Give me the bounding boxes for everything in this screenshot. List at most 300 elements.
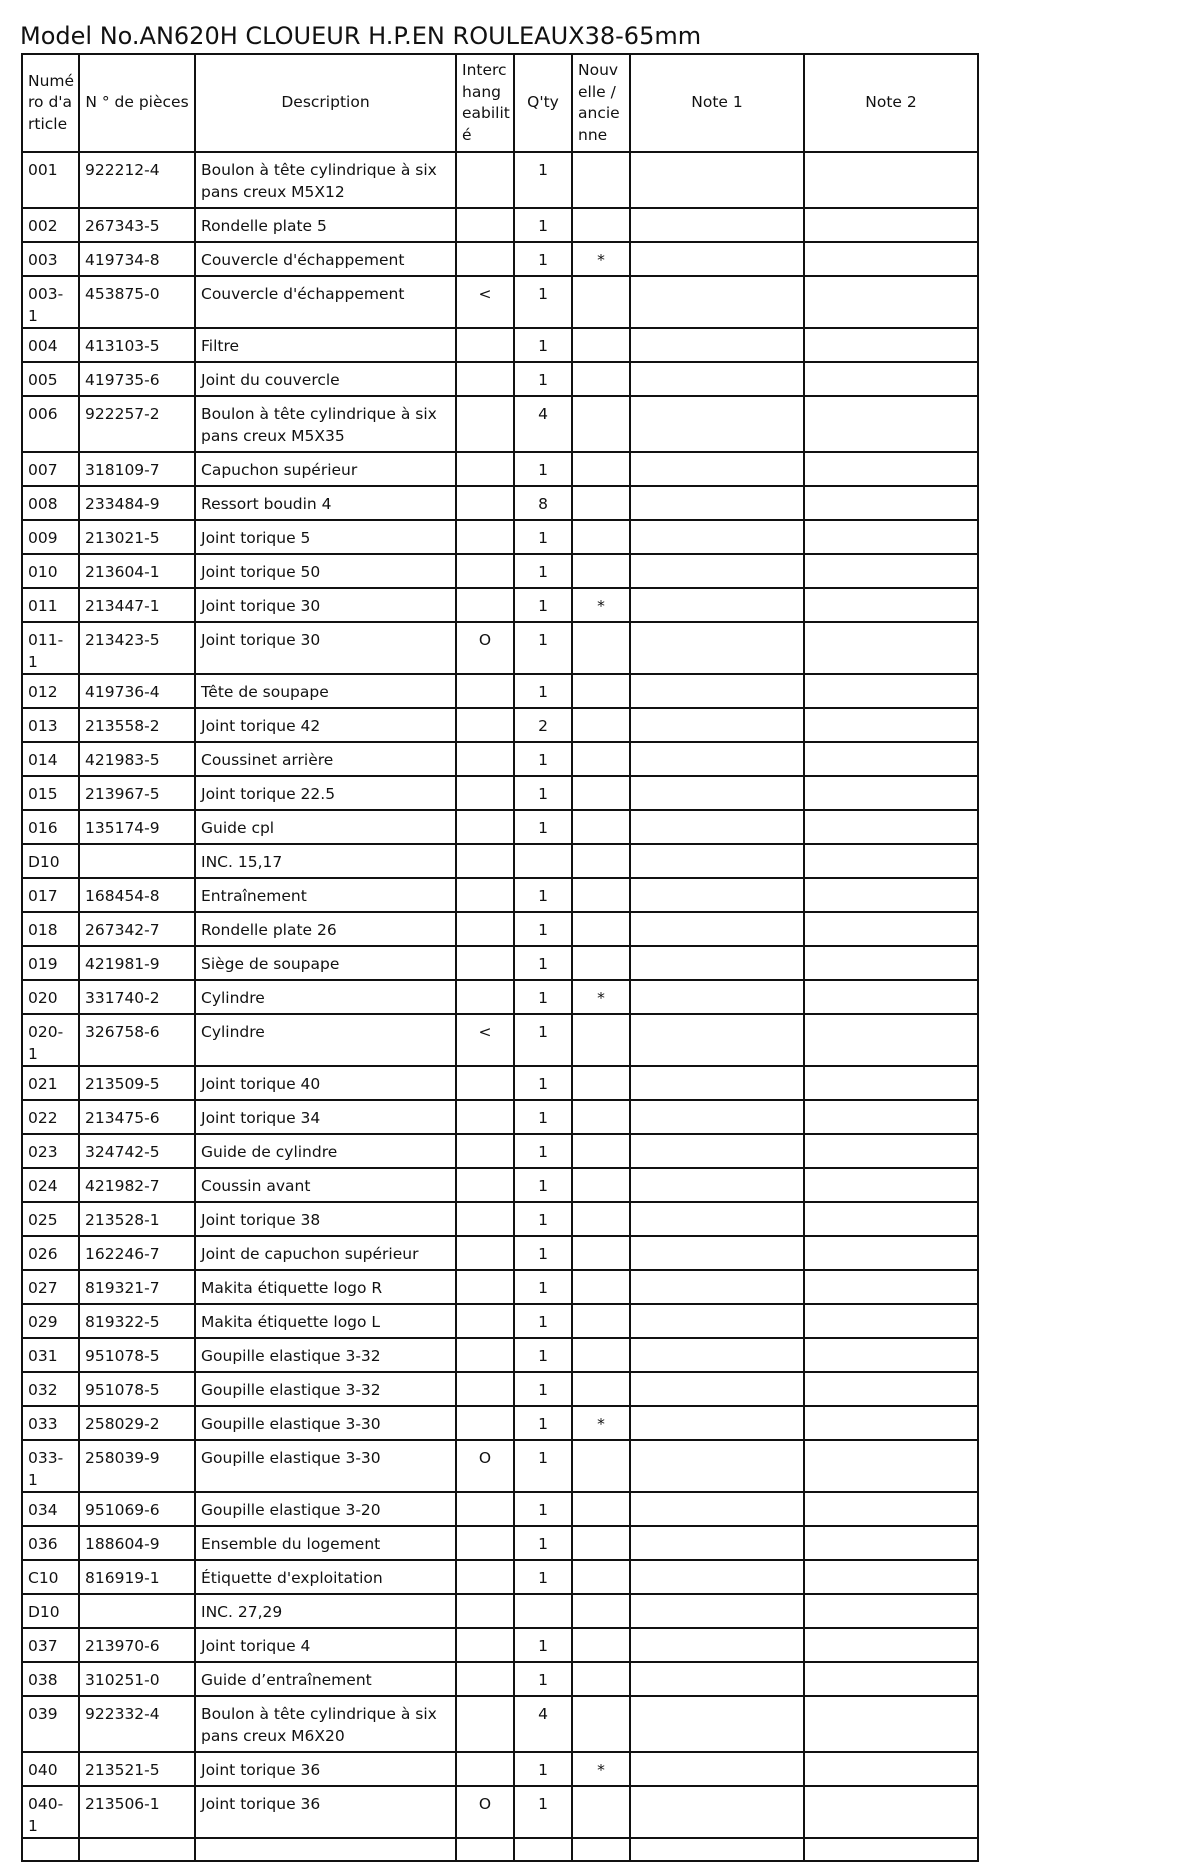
note1-cell [630, 1594, 804, 1628]
description-cell: INC. 15,17 [195, 844, 456, 878]
item-no-cell: 003 [22, 242, 79, 276]
description-cell: Joint du couvercle [195, 362, 456, 396]
new-old-cell [572, 1304, 630, 1338]
part-no-cell: 421983-5 [79, 742, 195, 776]
item-no-cell: 012 [22, 674, 79, 708]
new-old-cell: * [572, 242, 630, 276]
note1-cell [630, 912, 804, 946]
note1-cell [630, 152, 804, 208]
empty-cell [514, 1838, 572, 1861]
interchangeability-cell [456, 1168, 514, 1202]
part-no-cell: 213521-5 [79, 1752, 195, 1786]
description-cell: Joint torique 38 [195, 1202, 456, 1236]
note2-cell [804, 1628, 978, 1662]
table-row [22, 912, 978, 946]
item-no-cell: 040 [22, 1752, 79, 1786]
description-cell: Goupille elastique 3-20 [195, 1492, 456, 1526]
interchangeability-cell [456, 1134, 514, 1168]
note2-cell [804, 588, 978, 622]
new-old-cell [572, 776, 630, 810]
description-cell: Ensemble du logement [195, 1526, 456, 1560]
note1-cell [630, 878, 804, 912]
note1-cell [630, 810, 804, 844]
table-row [22, 1492, 978, 1526]
item-no-cell: 011-1 [22, 622, 79, 674]
interchangeability-cell [456, 742, 514, 776]
item-no-cell: 003-1 [22, 276, 79, 328]
item-no-cell: 024 [22, 1168, 79, 1202]
note1-cell [630, 486, 804, 520]
description-cell: Rondelle plate 26 [195, 912, 456, 946]
table-row [22, 1752, 978, 1786]
table-row [22, 1014, 978, 1066]
description-cell: Filtre [195, 328, 456, 362]
new-old-cell [572, 1134, 630, 1168]
note2-cell [804, 980, 978, 1014]
note1-cell [630, 1100, 804, 1134]
qty-cell: 1 [514, 242, 572, 276]
description-cell: Joint torique 22.5 [195, 776, 456, 810]
interchangeability-cell [456, 1202, 514, 1236]
interchangeability-cell [456, 328, 514, 362]
description-cell: Joint torique 40 [195, 1066, 456, 1100]
part-no-cell: 413103-5 [79, 328, 195, 362]
table-row [22, 520, 978, 554]
interchangeability-cell: O [456, 1786, 514, 1838]
interchangeability-cell [456, 1066, 514, 1100]
note2-cell [804, 844, 978, 878]
interchangeability-cell [456, 362, 514, 396]
qty-cell: 1 [514, 1168, 572, 1202]
description-cell: Couvercle d'échappement [195, 276, 456, 328]
page-title: Model No.AN620H CLOUEUR H.P.EN ROULEAUX38-65mm [20, 22, 702, 50]
header-item-no: Numé ro d'a rticle [22, 54, 79, 152]
part-no-cell [79, 844, 195, 878]
table-row [22, 1066, 978, 1100]
table-row [22, 1406, 978, 1440]
new-old-cell [572, 810, 630, 844]
description-cell: Makita étiquette logo L [195, 1304, 456, 1338]
note1-cell [630, 396, 804, 452]
interchangeability-cell [456, 980, 514, 1014]
item-no-cell: 026 [22, 1236, 79, 1270]
table-row [22, 878, 978, 912]
note2-cell [804, 1168, 978, 1202]
interchangeability-cell [456, 1594, 514, 1628]
table-row [22, 1628, 978, 1662]
item-no-cell: 004 [22, 328, 79, 362]
interchangeability-cell [456, 1696, 514, 1752]
table-row [22, 810, 978, 844]
qty-cell: 1 [514, 1338, 572, 1372]
new-old-cell [572, 708, 630, 742]
table-row [22, 946, 978, 980]
note1-cell [630, 980, 804, 1014]
table-row [22, 152, 978, 208]
note1-cell [630, 1134, 804, 1168]
qty-cell: 1 [514, 152, 572, 208]
table-row [22, 1440, 978, 1492]
qty-cell: 8 [514, 486, 572, 520]
note2-cell [804, 328, 978, 362]
new-old-cell [572, 520, 630, 554]
note2-cell [804, 1560, 978, 1594]
qty-cell: 1 [514, 742, 572, 776]
new-old-cell [572, 674, 630, 708]
note1-cell [630, 674, 804, 708]
item-no-cell: 037 [22, 1628, 79, 1662]
part-no-cell: 819322-5 [79, 1304, 195, 1338]
table-row [22, 362, 978, 396]
parts-table-body [22, 152, 978, 1861]
table-row [22, 1526, 978, 1560]
part-no-cell: 419734-8 [79, 242, 195, 276]
note1-cell [630, 946, 804, 980]
qty-cell: 1 [514, 1202, 572, 1236]
note1-cell [630, 242, 804, 276]
new-old-cell [572, 362, 630, 396]
interchangeability-cell [456, 1304, 514, 1338]
qty-cell: 1 [514, 1236, 572, 1270]
note2-cell [804, 810, 978, 844]
new-old-cell [572, 1014, 630, 1066]
note1-cell [630, 1236, 804, 1270]
part-no-cell: 453875-0 [79, 276, 195, 328]
new-old-cell: * [572, 588, 630, 622]
qty-cell: 1 [514, 810, 572, 844]
note1-cell [630, 276, 804, 328]
table-row [22, 1134, 978, 1168]
table-row [22, 588, 978, 622]
table-header-row [22, 54, 978, 152]
qty-cell: 1 [514, 1492, 572, 1526]
description-cell: Joint torique 34 [195, 1100, 456, 1134]
qty-cell: 1 [514, 1066, 572, 1100]
description-cell: Joint torique 36 [195, 1786, 456, 1838]
item-no-cell: 034 [22, 1492, 79, 1526]
item-no-cell: 020 [22, 980, 79, 1014]
header-note1: Note 1 [630, 54, 804, 152]
description-cell: Capuchon supérieur [195, 452, 456, 486]
item-no-cell: 025 [22, 1202, 79, 1236]
description-cell: Ressort boudin 4 [195, 486, 456, 520]
new-old-cell [572, 396, 630, 452]
new-old-cell [572, 622, 630, 674]
note1-cell [630, 1696, 804, 1752]
item-no-cell: 013 [22, 708, 79, 742]
part-no-cell: 816919-1 [79, 1560, 195, 1594]
qty-cell: 1 [514, 276, 572, 328]
table-row [22, 554, 978, 588]
note2-cell [804, 152, 978, 208]
note2-cell [804, 742, 978, 776]
note1-cell [630, 1786, 804, 1838]
description-cell: Entraînement [195, 878, 456, 912]
interchangeability-cell [456, 776, 514, 810]
part-no-cell: 233484-9 [79, 486, 195, 520]
interchangeability-cell [456, 1526, 514, 1560]
table-row [22, 1236, 978, 1270]
item-no-cell: 021 [22, 1066, 79, 1100]
note1-cell [630, 1628, 804, 1662]
empty-cell [630, 1838, 804, 1861]
interchangeability-cell: O [456, 622, 514, 674]
table-row [22, 1662, 978, 1696]
note2-cell [804, 362, 978, 396]
interchangeability-cell [456, 946, 514, 980]
note2-cell [804, 1134, 978, 1168]
description-cell: Joint torique 36 [195, 1752, 456, 1786]
note2-cell [804, 1202, 978, 1236]
parts-table [21, 53, 979, 1862]
note2-cell [804, 1100, 978, 1134]
part-no-cell: 258039-9 [79, 1440, 195, 1492]
note2-cell [804, 1696, 978, 1752]
item-no-cell: 022 [22, 1100, 79, 1134]
item-no-cell: 018 [22, 912, 79, 946]
description-cell: Goupille elastique 3-30 [195, 1440, 456, 1492]
table-row [22, 622, 978, 674]
description-cell: Boulon à tête cylindrique à six pans creux M6X20 [195, 1696, 456, 1752]
interchangeability-cell [456, 1236, 514, 1270]
note1-cell [630, 1406, 804, 1440]
part-no-cell: 213509-5 [79, 1066, 195, 1100]
part-no-cell: 188604-9 [79, 1526, 195, 1560]
description-cell: Joint torique 42 [195, 708, 456, 742]
new-old-cell [572, 946, 630, 980]
item-no-cell: 023 [22, 1134, 79, 1168]
description-cell: Guide d’entraînement [195, 1662, 456, 1696]
note1-cell [630, 1202, 804, 1236]
qty-cell: 1 [514, 776, 572, 810]
description-cell: Joint torique 30 [195, 622, 456, 674]
note1-cell [630, 1338, 804, 1372]
part-no-cell: 951069-6 [79, 1492, 195, 1526]
qty-cell: 1 [514, 1014, 572, 1066]
qty-cell: 1 [514, 980, 572, 1014]
qty-cell: 4 [514, 1696, 572, 1752]
note2-cell [804, 208, 978, 242]
new-old-cell: * [572, 1406, 630, 1440]
interchangeability-cell [456, 912, 514, 946]
description-cell: Coussinet arrière [195, 742, 456, 776]
description-cell: Makita étiquette logo R [195, 1270, 456, 1304]
interchangeability-cell [456, 1100, 514, 1134]
note1-cell [630, 452, 804, 486]
qty-cell: 1 [514, 1526, 572, 1560]
part-no-cell: 331740-2 [79, 980, 195, 1014]
interchangeability-cell [456, 844, 514, 878]
table-row [22, 674, 978, 708]
item-no-cell: 002 [22, 208, 79, 242]
note1-cell [630, 1752, 804, 1786]
qty-cell: 1 [514, 912, 572, 946]
note1-cell [630, 1014, 804, 1066]
note1-cell [630, 844, 804, 878]
new-old-cell [572, 1372, 630, 1406]
note2-cell [804, 452, 978, 486]
qty-cell: 1 [514, 1662, 572, 1696]
part-no-cell: 419735-6 [79, 362, 195, 396]
table-row [22, 708, 978, 742]
interchangeability-cell [456, 152, 514, 208]
item-no-cell: 001 [22, 152, 79, 208]
note2-cell [804, 946, 978, 980]
new-old-cell [572, 486, 630, 520]
interchangeability-cell [456, 1492, 514, 1526]
new-old-cell [572, 1202, 630, 1236]
qty-cell: 1 [514, 878, 572, 912]
qty-cell: 1 [514, 208, 572, 242]
new-old-cell [572, 152, 630, 208]
item-no-cell: 009 [22, 520, 79, 554]
new-old-cell [572, 1066, 630, 1100]
note2-cell [804, 1066, 978, 1100]
qty-cell: 1 [514, 1406, 572, 1440]
qty-cell: 1 [514, 1100, 572, 1134]
new-old-cell [572, 452, 630, 486]
item-no-cell: 010 [22, 554, 79, 588]
table-row [22, 1372, 978, 1406]
interchangeability-cell [456, 1560, 514, 1594]
new-old-cell: * [572, 980, 630, 1014]
empty-cell [195, 1838, 456, 1861]
new-old-cell [572, 208, 630, 242]
part-no-cell: 213967-5 [79, 776, 195, 810]
item-no-cell: 040-1 [22, 1786, 79, 1838]
table-row-continued [22, 1838, 978, 1861]
interchangeability-cell [456, 1662, 514, 1696]
description-cell: Joint torique 4 [195, 1628, 456, 1662]
note1-cell [630, 1662, 804, 1696]
note2-cell [804, 1338, 978, 1372]
table-row [22, 208, 978, 242]
description-cell: Goupille elastique 3-30 [195, 1406, 456, 1440]
item-no-cell: 005 [22, 362, 79, 396]
description-cell: Couvercle d'échappement [195, 242, 456, 276]
interchangeability-cell: < [456, 1014, 514, 1066]
description-cell: Goupille elastique 3-32 [195, 1372, 456, 1406]
new-old-cell [572, 742, 630, 776]
new-old-cell [572, 1594, 630, 1628]
qty-cell: 1 [514, 362, 572, 396]
note2-cell [804, 708, 978, 742]
part-no-cell: 421982-7 [79, 1168, 195, 1202]
note1-cell [630, 328, 804, 362]
interchangeability-cell [456, 1372, 514, 1406]
qty-cell: 1 [514, 554, 572, 588]
interchangeability-cell [456, 486, 514, 520]
part-no-cell [79, 1594, 195, 1628]
item-no-cell: 019 [22, 946, 79, 980]
note2-cell [804, 1406, 978, 1440]
qty-cell: 1 [514, 1372, 572, 1406]
note1-cell [630, 1066, 804, 1100]
part-no-cell: 819321-7 [79, 1270, 195, 1304]
item-no-cell: 006 [22, 396, 79, 452]
item-no-cell: C10 [22, 1560, 79, 1594]
table-row [22, 1100, 978, 1134]
table-row [22, 396, 978, 452]
part-no-cell: 213475-6 [79, 1100, 195, 1134]
description-cell: Boulon à tête cylindrique à six pans creux M5X12 [195, 152, 456, 208]
part-no-cell: 168454-8 [79, 878, 195, 912]
part-no-cell: 213021-5 [79, 520, 195, 554]
item-no-cell: D10 [22, 844, 79, 878]
interchangeability-cell [456, 554, 514, 588]
qty-cell: 1 [514, 1134, 572, 1168]
note2-cell [804, 396, 978, 452]
part-no-cell: 951078-5 [79, 1338, 195, 1372]
note2-cell [804, 1492, 978, 1526]
table-row [22, 742, 978, 776]
part-no-cell: 213528-1 [79, 1202, 195, 1236]
part-no-cell: 922257-2 [79, 396, 195, 452]
item-no-cell: 039 [22, 1696, 79, 1752]
empty-cell [804, 1838, 978, 1861]
note1-cell [630, 1440, 804, 1492]
description-cell: Joint torique 5 [195, 520, 456, 554]
note2-cell [804, 878, 978, 912]
table-row [22, 1696, 978, 1752]
qty-cell: 1 [514, 1304, 572, 1338]
new-old-cell [572, 328, 630, 362]
header-new-old: Nouv elle / ancie nne [572, 54, 630, 152]
new-old-cell [572, 1662, 630, 1696]
part-no-cell: 267342-7 [79, 912, 195, 946]
table-row [22, 980, 978, 1014]
note2-cell [804, 1236, 978, 1270]
table-row [22, 328, 978, 362]
note2-cell [804, 520, 978, 554]
note2-cell [804, 1662, 978, 1696]
note1-cell [630, 1304, 804, 1338]
new-old-cell: * [572, 1752, 630, 1786]
part-no-cell: 419736-4 [79, 674, 195, 708]
new-old-cell [572, 1492, 630, 1526]
description-cell: Goupille elastique 3-32 [195, 1338, 456, 1372]
table-row [22, 276, 978, 328]
note2-cell [804, 1304, 978, 1338]
header-description: Description [195, 54, 456, 152]
empty-cell [79, 1838, 195, 1861]
interchangeability-cell: < [456, 276, 514, 328]
item-no-cell: 038 [22, 1662, 79, 1696]
note1-cell [630, 520, 804, 554]
part-no-cell: 213506-1 [79, 1786, 195, 1838]
part-no-cell: 258029-2 [79, 1406, 195, 1440]
description-cell: Siège de soupape [195, 946, 456, 980]
note1-cell [630, 742, 804, 776]
new-old-cell [572, 912, 630, 946]
table-row [22, 1304, 978, 1338]
interchangeability-cell [456, 208, 514, 242]
note2-cell [804, 1526, 978, 1560]
part-no-cell: 922212-4 [79, 152, 195, 208]
qty-cell: 4 [514, 396, 572, 452]
note2-cell [804, 242, 978, 276]
new-old-cell [572, 554, 630, 588]
new-old-cell [572, 1236, 630, 1270]
item-no-cell: 016 [22, 810, 79, 844]
qty-cell: 1 [514, 1786, 572, 1838]
note1-cell [630, 588, 804, 622]
note2-cell [804, 1752, 978, 1786]
description-cell: Joint de capuchon supérieur [195, 1236, 456, 1270]
interchangeability-cell [456, 520, 514, 554]
part-no-cell: 310251-0 [79, 1662, 195, 1696]
qty-cell: 1 [514, 1628, 572, 1662]
